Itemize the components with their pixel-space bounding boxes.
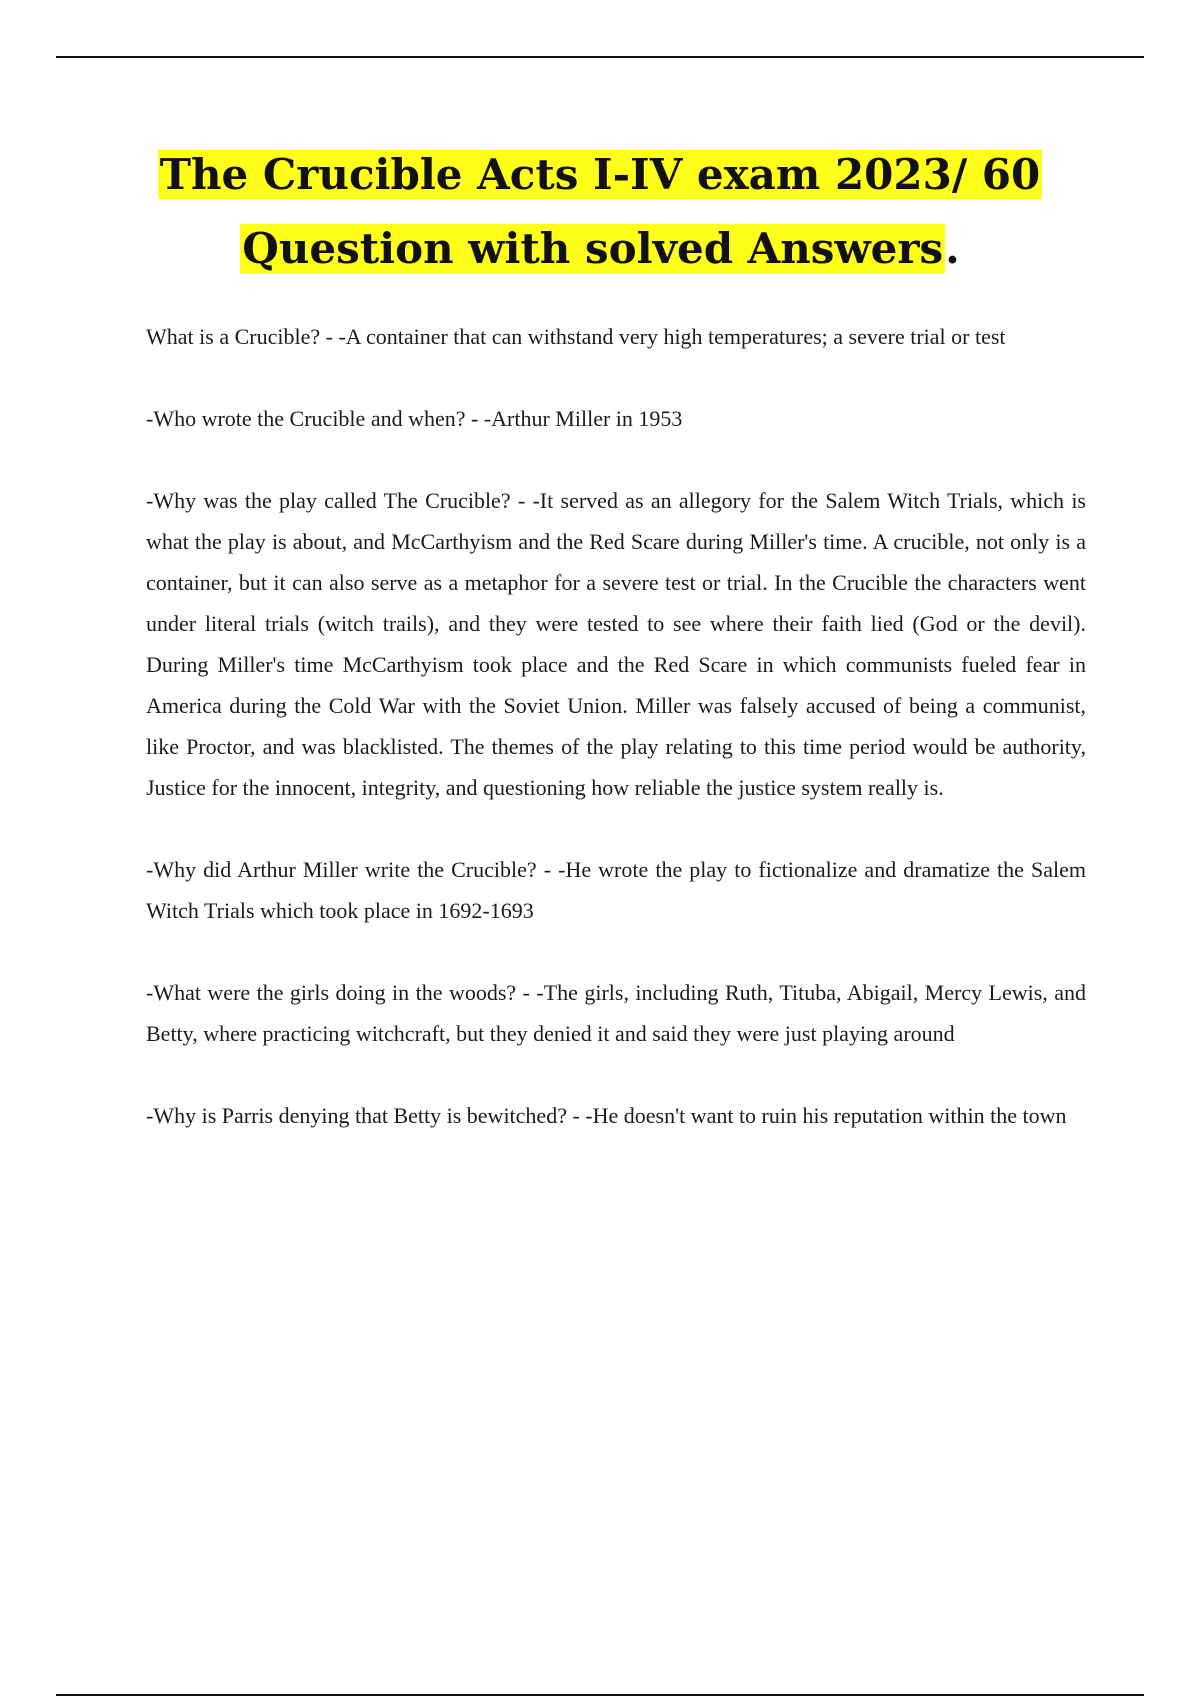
title-line-2 [60, 212, 1140, 286]
answer-text: -He wrote the play to fictionalize and dramatize the Salem Witch Trials which took place in 1692-1693 [146, 857, 1086, 923]
qa-entry [146, 316, 1086, 357]
qa-entry [146, 849, 1086, 931]
qa-entry [146, 398, 1086, 439]
answer-text: -It served as an allegory for the Salem Witch Trials, which is what the play is about, and McCarthyism and the Red Scare during Miller's time. A crucible, not only is a container, but it can also serve as a metaphor for a severe test or trial. In the Crucible the characters went under literal trials (witch trails), and they were tested to see where their faith lied (God or the devil). During Miller's time McCarthyism took place and the Red Scare in which communists fueled fear in America during the Cold War with the Soviet Union. Miller was falsely accused of being a communist, like Proctor, and was blacklisted. The themes of the play relating to this time period would be authority, Justice for the innocent, integrity, and questioning how reliable the justice system really is. [146, 488, 1086, 800]
answer-text: -He doesn't want to ruin his reputation within the town [585, 1103, 1067, 1128]
document-title [60, 138, 1140, 286]
question-text: -Why was the play called The Crucible? - [146, 488, 533, 513]
answer-text: -A container that can withstand very high temperatures; a severe trial or test [338, 324, 1006, 349]
title-line-2-text: Question with solved Answers [242, 224, 944, 273]
qa-entry [146, 1095, 1086, 1136]
qa-entry [146, 480, 1086, 808]
question-text: -Why did Arthur Miller write the Crucible? - [146, 857, 559, 882]
title-line-1-text: The Crucible Acts I-IV exam 2023/ 60 [159, 150, 1041, 199]
question-text: -Who wrote the Crucible and when? - [146, 406, 484, 431]
question-text: -What were the girls doing in the woods? - [146, 980, 537, 1005]
bottom-rule [56, 1694, 1144, 1696]
title-period: . [945, 224, 960, 273]
qa-list [146, 316, 1086, 1177]
answer-text: -The girls, including Ruth, Tituba, Abigail, Mercy Lewis, and Betty, where practicing witchcraft, but they denied it and said they were just playing around [146, 980, 1086, 1046]
question-text: -Why is Parris denying that Betty is bewitched? - [146, 1103, 586, 1128]
question-text: What is a Crucible? - [146, 324, 339, 349]
answer-text: -Arthur Miller in 1953 [483, 406, 683, 431]
qa-entry [146, 972, 1086, 1054]
top-rule [56, 56, 1144, 58]
title-line-1 [60, 138, 1140, 212]
